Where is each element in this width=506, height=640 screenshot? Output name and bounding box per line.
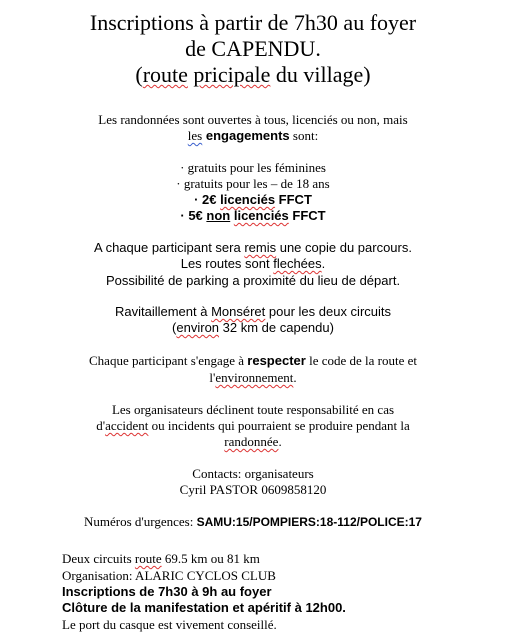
tarif-licencies-ffct: FFCT — [275, 192, 312, 207]
engage-c: le code de la route et — [305, 353, 417, 368]
title-paren-close: du village) — [270, 62, 371, 87]
engagement-line-1 — [0, 354, 506, 367]
engagement-line-2 — [0, 371, 506, 384]
tarif-feminines: · gratuits pour les féminines — [180, 160, 326, 175]
resp2-c: ou incidents qui pourraient se produire pendant la — [148, 418, 410, 433]
tarif-licencies-word: licenciés — [220, 192, 276, 207]
urgences-label: Numéros d'urgences: — [84, 514, 197, 529]
routes-flechees: flechées — [273, 256, 322, 271]
footer-casque: Le port du casque est vivement conseillé. — [62, 617, 277, 632]
resp2-accident: accident — [105, 418, 149, 433]
parking-line: Possibilité de parking a proximité du lieu de départ. — [105, 273, 401, 288]
ravit2-environ: environ — [176, 320, 220, 335]
contacts-line-1: Contacts: organisateurs — [192, 466, 314, 481]
responsabilite-line-2 — [0, 419, 506, 432]
engage2-a: l' — [209, 370, 216, 385]
parcours-line-2 — [0, 257, 506, 270]
routes-c: . — [321, 256, 326, 271]
footer-cloture: Clôture de la manifestation et apéritif à 12h00. — [62, 600, 346, 615]
ravit-a: Ravitaillement à — [114, 304, 212, 319]
tarif-non-licencies-ffct: FFCT — [288, 208, 326, 223]
parcours-remis: remis — [244, 240, 277, 255]
routes-a: Les routes sont — [180, 256, 274, 271]
engage2-c: . — [293, 370, 297, 385]
urgences-numbers: SAMU:15/POMPIERS:18-112/POLICE:17 — [196, 515, 422, 529]
ravitaillement-line-2 — [0, 321, 506, 334]
engage-respecter: respecter — [247, 353, 306, 368]
tarif-non-licencies-price: · 5€ — [180, 208, 207, 223]
title-word-route: route — [142, 62, 188, 87]
responsabilite-line-1: Les organisateurs déclinent toute responsabilité en cas — [111, 402, 395, 417]
title-line-1: Inscriptions à partir de 7h30 au foyer — [89, 10, 417, 35]
intro-sont: sont: — [289, 128, 319, 143]
ravitaillement-line-1 — [0, 305, 506, 318]
ravit-monseret: Monséret — [211, 304, 266, 319]
tarif-non-word: non — [206, 208, 231, 223]
tarif-moins-18: · gratuits pour les – de 18 ans — [176, 176, 330, 191]
tarif-licencies-price: · 2€ — [194, 192, 221, 207]
title-paren-open: ( — [135, 62, 143, 87]
engage2-environnement: environnement — [215, 370, 294, 385]
footer-organisation: Organisation: ALARIC CYCLOS CLUB — [62, 568, 276, 583]
resp3-randonnee: randonnée — [224, 434, 279, 449]
contacts-line-2: Cyril PASTOR 0609858120 — [179, 482, 327, 497]
footer-circuits-a: Deux circuits — [62, 551, 135, 566]
engage-a: Chaque participant s'engage à — [89, 353, 248, 368]
footer-circuits — [62, 552, 260, 565]
title-word-pricipale: pricipale — [193, 62, 271, 87]
footer-circuits-route: route — [134, 551, 162, 566]
footer-circuits-c: 69.5 km ou 81 km — [161, 551, 260, 566]
tarif-non-licencies-word: licenciés — [233, 208, 289, 223]
intro-les: les — [187, 128, 203, 143]
title-line-3 — [0, 64, 506, 86]
responsabilite-line-3 — [0, 435, 506, 448]
parcours-c: une copie du parcours. — [276, 240, 412, 255]
intro-line-2 — [0, 129, 506, 142]
resp2-a: d' — [96, 418, 106, 433]
footer-inscriptions: Inscriptions de 7h30 à 9h au foyer — [62, 584, 272, 599]
tarif-licencies — [0, 193, 506, 206]
parcours-a: A chaque participant sera — [94, 240, 245, 255]
intro-engagements: engagements — [202, 128, 290, 143]
ravit2-a: ( — [172, 320, 177, 335]
parcours-line-1 — [0, 241, 506, 254]
intro-line-1: Les randonnées sont ouvertes à tous, licenciés ou non, mais — [98, 112, 408, 127]
resp3-dot: . — [278, 434, 282, 449]
title-line-2: de CAPENDU. — [185, 36, 321, 61]
ravit2-c: 32 km de capendu) — [219, 320, 334, 335]
tarif-non-licencies — [0, 209, 506, 222]
ravit-c: pour les deux circuits — [265, 304, 392, 319]
urgences-line — [0, 515, 506, 528]
